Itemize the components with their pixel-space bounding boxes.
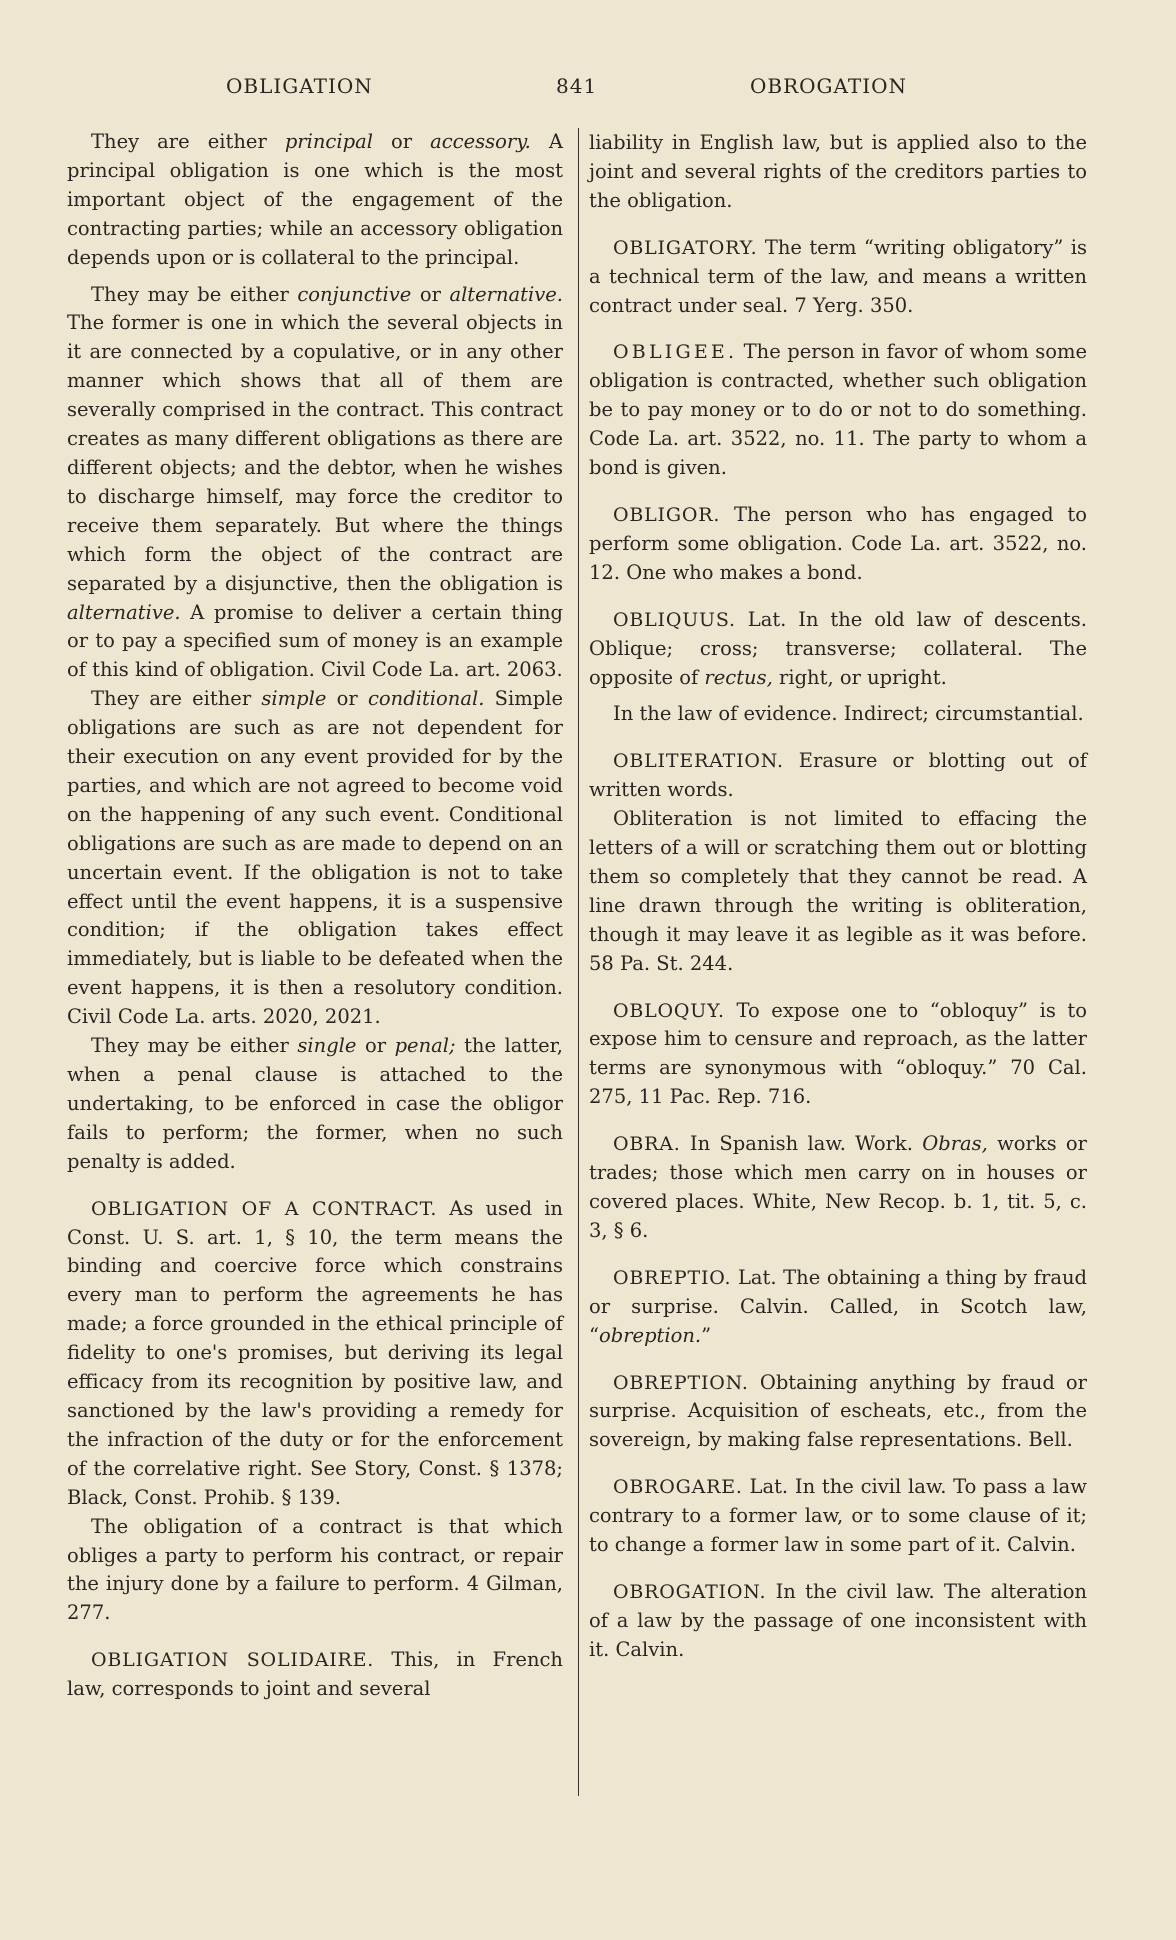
header-right-guide-word: OBROGATION — [750, 74, 908, 98]
headword: OBLIGATION SOLIDAIRE. — [91, 1649, 375, 1672]
paragraph-obliteration-2: Obliteration is not limited to effacing the letters of a will or scratching them out or blotting them so completely that they cannot be read. A line drawn through the writing is obliteration, though it may leave it as legible as it was before. 58 Pa. St. 244. — [589, 807, 1087, 975]
headword: OBROGATION. — [613, 1580, 767, 1603]
entry-obra: OBRA. In Spanish law. Work. Obras, works or trades; those which men carry on in houses or covered places. White, New Recop. b. 1, tit. 5, c. 3, § 6. — [589, 1132, 1087, 1242]
running-header — [0, 74, 1176, 104]
column-divider — [578, 128, 579, 1796]
paragraph-continuation: liability in English law, but is applied also to the joint and several rights of the creditors parties to the obligation. — [589, 131, 1087, 212]
paragraph-obliquus-evidence: In the law of evidence. Indirect; circumstantial. — [613, 702, 1084, 726]
left-column — [67, 128, 563, 1704]
right-column — [589, 129, 1087, 1665]
entry-obrogation: OBROGATION. In the civil law. The alteration of a law by the passage of one inconsistent with it. Calvin. — [589, 1579, 1087, 1661]
headword: OBLIGATORY. — [613, 236, 758, 259]
headword: OBLOQUY. — [613, 999, 725, 1022]
paragraph-conjunctive-alternative: They may be either conjunctive or alternative. The former is one in which the several objects in it are connected by a copulative, or in any other manner which shows that all of them are severally comprised in the contract. This contract creates as many different obligations as there are different objects; and the debtor, when he wishes to discharge himself, may force the creditor to receive them separately. But where the things which form the object of the contract are separated by a disjunctive, then the obligation is alternative. A promise to deliver a certain thing or to pay a specified sum of money is an example of this kind of obligation. Civil Code La. art. 2063. — [67, 282, 564, 682]
header-left-guide-word: OBLIGATION — [226, 74, 373, 98]
paragraph-simple-conditional: They are either simple or conditional. Simple obligations are such as are not dependent for their execution on any event provided for by the parties, and which are not agreed to become void on the happening of any such event. Conditional obligations are such as are made to depend on an uncertain event. If the obligation is not to take effect until the event happens, it is a suspensive condition; if the obligation takes effect immediately, but is liable to be defeated when the event happens, it is then a resolutory condition. Civil Code La. arts. 2020, 2021. — [67, 687, 563, 1029]
entry-obloquy: OBLOQUY. To expose one to “obloquy” is to expose him to censure and reproach, as the latter terms are synonymous with “obloquy.” 70 Cal. 275, 11 Pac. Rep. 716. — [589, 998, 1087, 1109]
entry-obliteration: OBLITERATION. Erasure or blotting out of written words. — [589, 749, 1087, 802]
page-number: 841 — [556, 74, 598, 98]
entry-obligor: OBLIGOR. The person who has engaged to perform some obligation. Code La. art. 3522, no. 12. One who makes a bond. — [589, 502, 1087, 584]
headword: OBROGARE. — [613, 1476, 743, 1499]
headword: OBLIQUUS. — [613, 608, 736, 631]
headword: OBLITERATION. — [613, 750, 784, 773]
headword: OBLIGOR. — [613, 503, 721, 526]
headword: OBREPTION. — [613, 1371, 749, 1394]
headword: OBREPTIO. — [613, 1266, 732, 1289]
headword: OBLIGATION OF A CONTRACT. — [91, 1197, 438, 1220]
paragraph-obligation-of-contract-2: The obligation of a contract is that which obliges a party to perform his contract, or repair the injury done by a failure to perform. 4 Gilman, 277. — [67, 1514, 563, 1625]
entry-obligee: OBLIGEE. The person in favor of whom some obligation is contracted, whether such obligation be to pay money or to do or not to do something. Code La. art. 3522, no. 11. The party to whom a bond is given. — [589, 340, 1087, 480]
paragraph-single-penal: They may be either single or penal; the latter, when a penal clause is attached to the undertaking, to be enforced in case the obligor fails to perform; the former, when no such penalty is added. — [67, 1034, 563, 1173]
entry-obrogare: OBROGARE. Lat. In the civil law. To pass a law contrary to a former law, or to some clause of it; to change a former law in some part of it. Calvin. — [589, 1475, 1087, 1557]
entry-obreption: OBREPTION. Obtaining anything by fraud or surprise. Acquisition of escheats, etc., from the sovereign, by making false representations. Bell. — [589, 1370, 1087, 1452]
entry-obligation-solidaire: OBLIGATION SOLIDAIRE. This, in French law, corresponds to joint and several — [67, 1648, 563, 1701]
entry-obligatory: OBLIGATORY. The term “writing obligatory” is a technical term of the law, and means a written contract under seal. 7 Yerg. 350. — [589, 235, 1087, 317]
headword: OBRA. — [613, 1133, 681, 1156]
paragraph-principal-accessory: They are either principal or accessory. A principal obligation is one which is the most important object of the engagement of the contracting parties; while an accessory obligation depends upon or is collateral to the principal. — [67, 130, 563, 269]
entry-obligation-of-a-contract: OBLIGATION OF A CONTRACT. As used in Const. U. S. art. 1, § 10, the term means the binding and coercive force which constrains every man to perform the agreements he has made; a force grounded in the ethical principle of fidelity to one's promises, but deriving its legal efficacy from its recognition by positive law, and sanctioned by the law's providing a remedy for the infraction of the duty or for the enforcement of the correlative right. See Story, Const. § 1378; Black, Const. Prohib. § 139. — [67, 1196, 563, 1509]
headword: OBLIGEE. — [613, 341, 738, 364]
entry-obliquus: OBLIQUUS. Lat. In the old law of descents. Oblique; cross; transverse; collateral. The opposite of rectus, right, or upright. — [589, 607, 1087, 689]
entry-obreptio: OBREPTIO. Lat. The obtaining a thing by fraud or surprise. Calvin. Called, in Scotch law, “obreption.” — [589, 1265, 1087, 1347]
